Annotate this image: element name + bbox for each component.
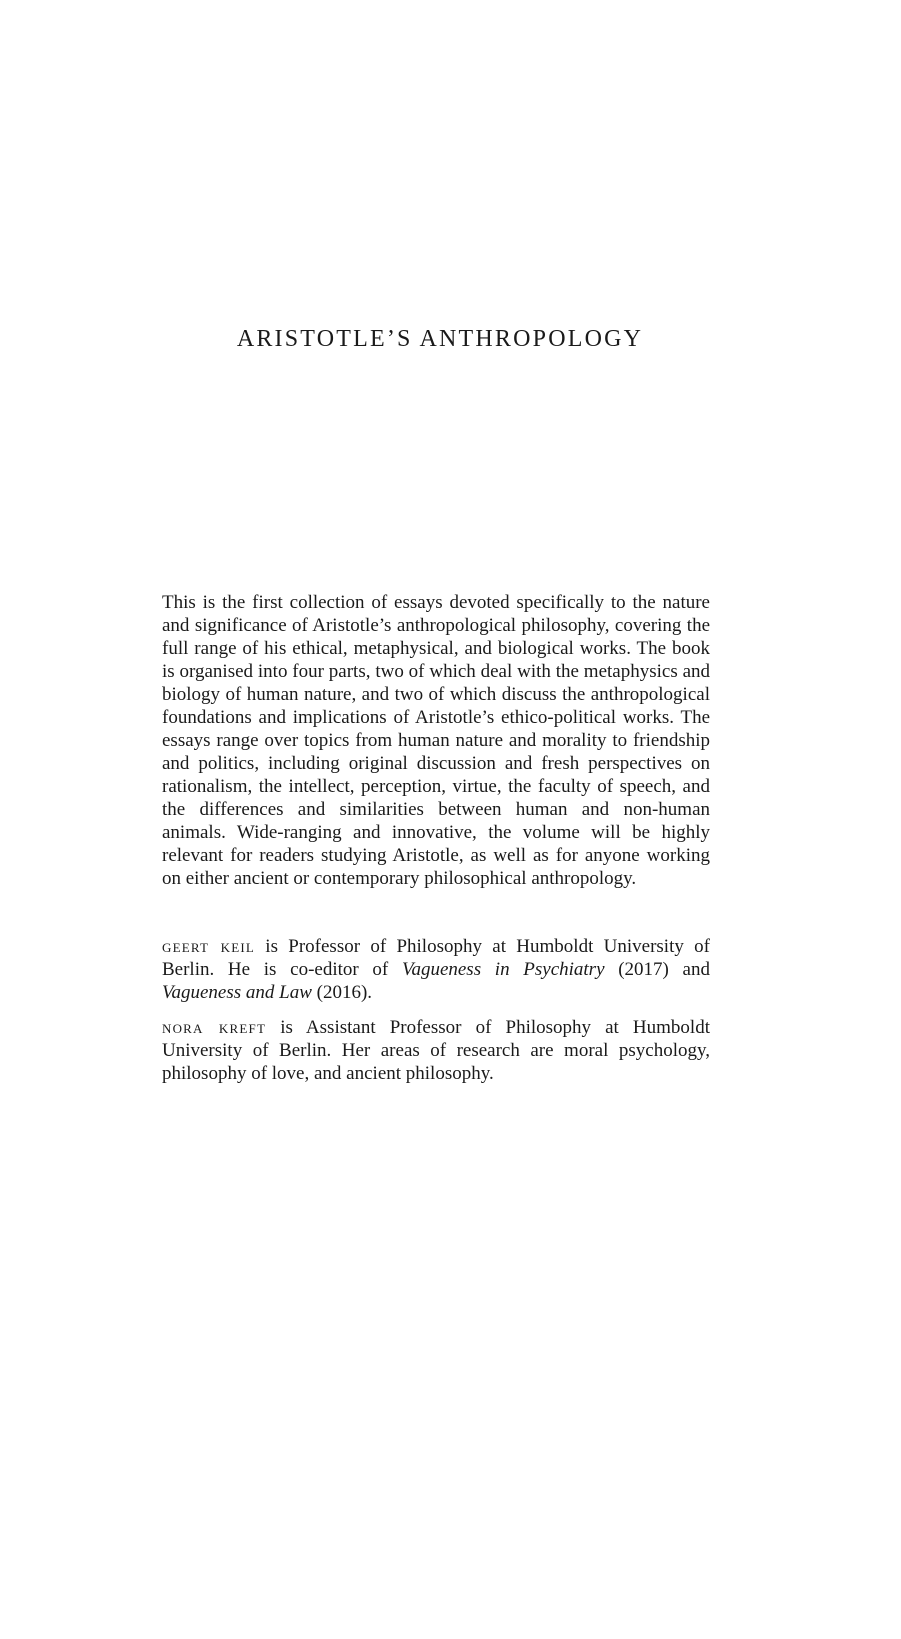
book-reference: Vagueness in Psychiatry bbox=[401, 959, 605, 980]
book-reference: Vagueness and Law bbox=[162, 982, 312, 1003]
bio-text: (2016). bbox=[311, 982, 373, 1003]
author-bio-nora-kreft bbox=[162, 1016, 710, 1085]
book-title: ARISTOTLE’S ANTHROPOLOGY bbox=[236, 326, 644, 352]
bio-text: is Professor of Philosophy at Humboldt University of Berlin. He is co-editor of bbox=[162, 936, 710, 980]
author-name: geert keil bbox=[162, 936, 255, 957]
book-description: This is the first collection of essays devoted specifically to the nature and significance of Aristotle’s anthropological philosophy, covering the full range of his ethical, metaphysical, and biological works. The book is organised into four parts, two of which deal with the metaphysics and biology of human nature, and two of which discuss the anthropological foundations and implications of Aristotle’s ethico-political works. The essays range over topics from human nature and morality to friendship and politics, including original discussion and fresh perspectives on rationalism, the intellect, perception, virtue, the faculty of speech, and the differences and similarities between human and non-human animals. Wide-ranging and innovative, the volume will be highly relevant for readers studying Aristotle, as well as for anyone working on either ancient or contemporary philosophical anthropology. bbox=[162, 592, 710, 889]
author-bio-geert-keil bbox=[162, 935, 710, 1004]
bio-text: (2017) and bbox=[604, 959, 710, 980]
bio-text: is Assistant Professor of Philosophy at Humboldt University of Berlin. Her areas of research are moral psychology, philosophy of love, and ancient philosophy. bbox=[162, 1017, 710, 1084]
author-name: nora kreft bbox=[162, 1017, 267, 1038]
